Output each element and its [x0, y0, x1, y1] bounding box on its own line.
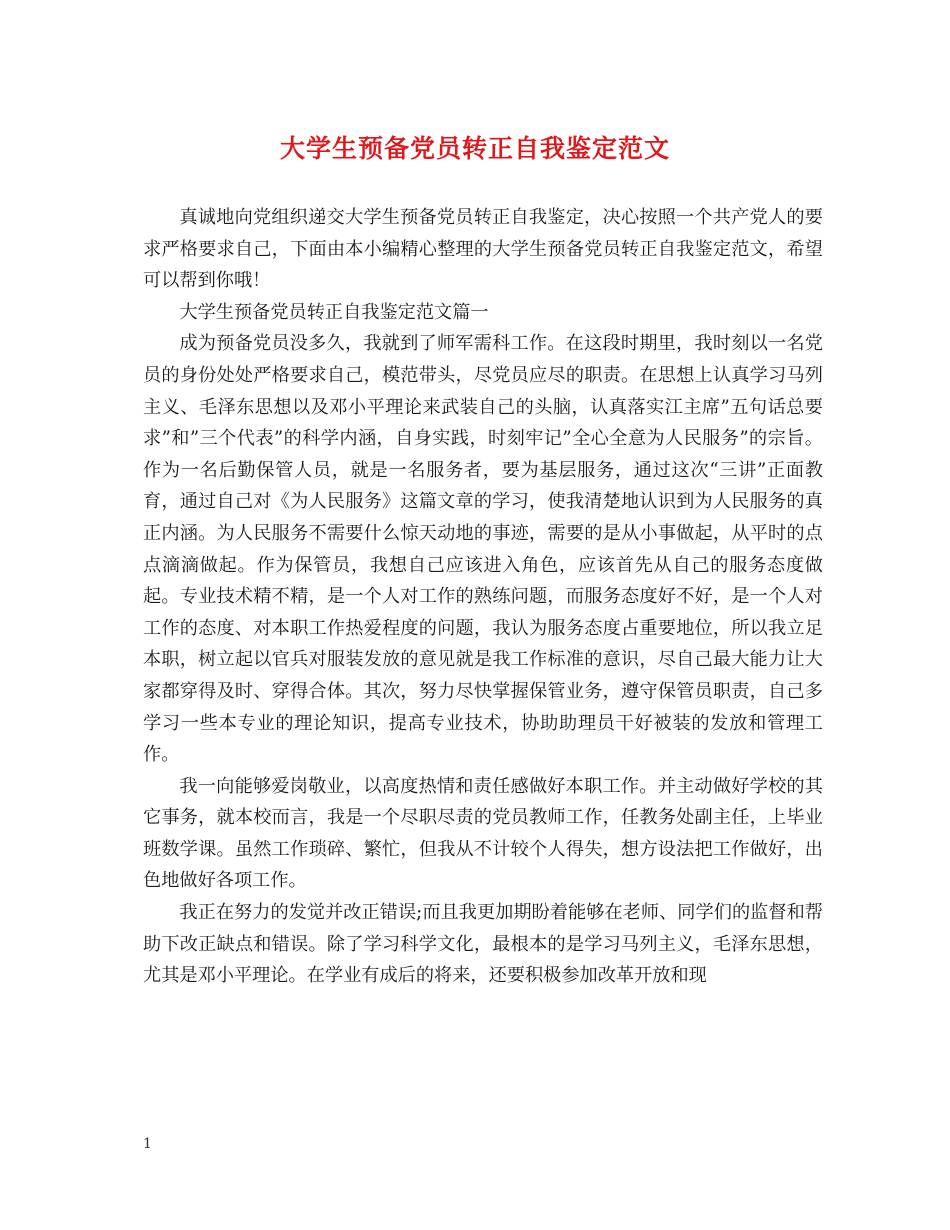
paragraph-intro: 真诚地向党组织递交大学生预备党员转正自我鉴定，决心按照一个共产党人的要求严格要求自己，下面由本小编精心整理的大学生预备党员转正自我鉴定范文，希望可以帮到你哦！ [143, 207, 823, 292]
paragraph-2: 我一向能够爱岗敬业，以高度热情和责任感做好本职工作。并主动做好学校的其它事务，就本校而言，我是一个尽职尽责的党员教师工作，任教务处副主任，上毕业班数学课。虽然工作琐碎、繁忙，但我从不计较个人得失，想方设法把工作做好，出色地做好各项工作。 [143, 775, 823, 892]
page-number: 1 [143, 1136, 152, 1152]
section-heading: 大学生预备党员转正自我鉴定范文篇一 [179, 301, 489, 323]
page-title: 大学生预备党员转正自我鉴定范文 [279, 134, 670, 163]
paragraph-1: 成为预备党员没多久，我就到了师军需科工作。在这段时期里，我时刻以一名党员的身份处处严格要求自己，模范带头，尽党员应尽的职责。在思想上认真学习马列主义、毛泽东思想以及邓小平理论来武装自己的头脑，认真落实江主席”五句话总要求”和”三个代表”的科学内涵，自身实践，时刻牢记”全心全意为人民服务”的宗旨。作为一名后勤保管人员，就是一名服务者，要为基层服务，通过这次“三讲”正面教育，通过自己对《为人民服务》这篇文章的学习，使我清楚地认识到为人民服务的真正内涵。为人民服务不需要什么惊天动地的事迹，需要的是从小事做起，从平时的点点滴滴做起。作为保管员，我想自己应该进入角色，应该首先从自己的服务态度做起。专业技术精不精，是一个人对工作的熟练问题，而服务态度好不好，是一个人对工作的态度、对本职工作热爱程度的问题，我认为服务态度占重要地位，所以我立足本职，树立起以官兵对服装发放的意见就是我工作标准的意识，尽自己最大能力让大家都穿得及时、穿得合体。其次，努力尽快掌握保管业务，遵守保管员职责，自己多学习一些本专业的理论知识，提高专业技术，协助助理员干好被装的发放和管理工作。 [143, 333, 823, 766]
document-body [143, 202, 823, 992]
paragraph-3: 我正在努力的发觉并改正错误;而且我更加期盼着能够在老师、同学们的监督和帮助下改正缺点和错误。除了学习科学文化，最根本的是学习马列主义，毛泽东思想，尤其是邓小平理论。在学业有成后的将来，还要积极参加改革开放和现 [143, 902, 823, 987]
